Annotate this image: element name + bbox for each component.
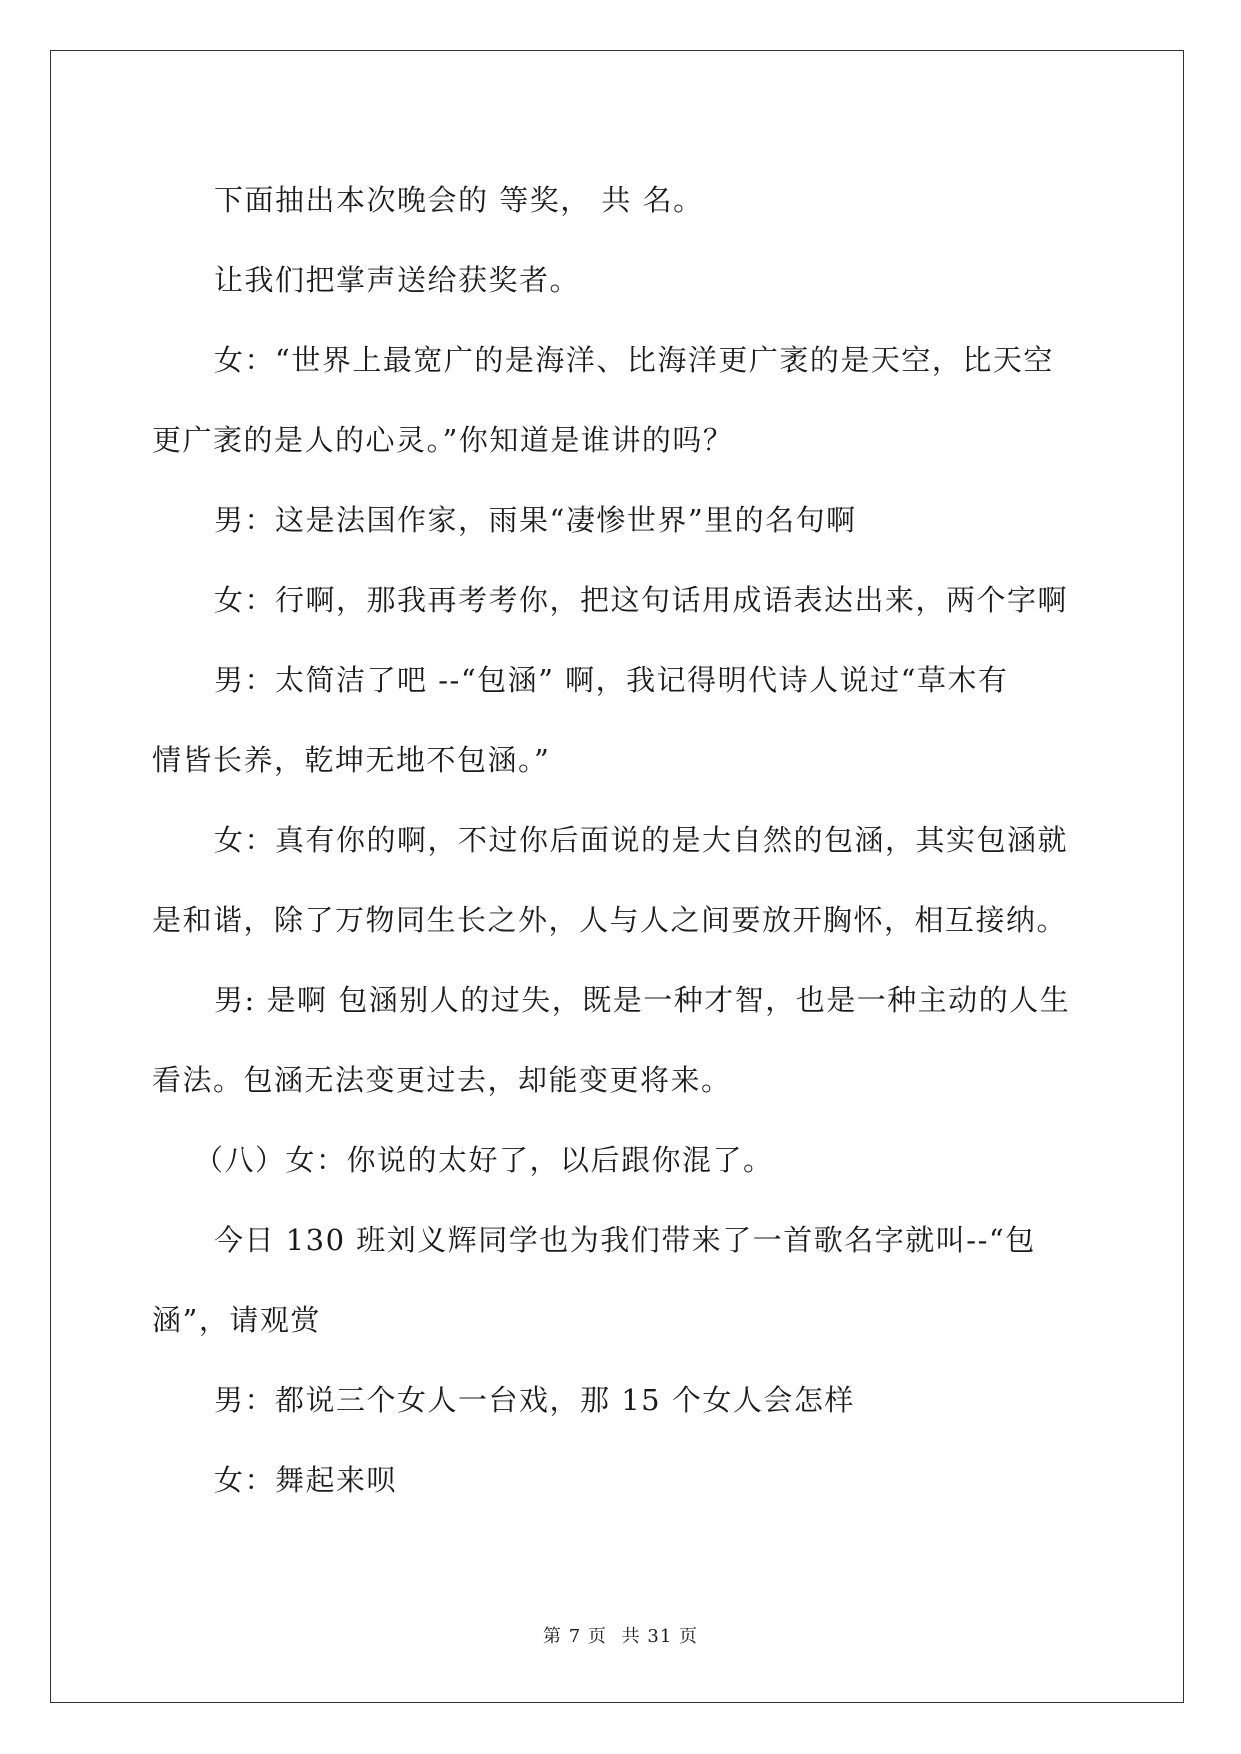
paragraph-line: 男: 是啊 包涵别人的过失，既是一种才智，也是一种主动的人生 bbox=[214, 983, 1071, 1017]
page-number: 第 7 页 bbox=[543, 1626, 607, 1647]
paragraph-line: 男：太简洁了吧 --“包涵” 啊，我记得明代诗人说过“草木有 bbox=[214, 663, 1009, 697]
paragraph-line: 涵”，请观赏 bbox=[152, 1303, 321, 1337]
paragraph-line: 女：“世界上最宽广的是海洋、比海洋更广袤的是天空，比天空 bbox=[214, 343, 1054, 377]
paragraph-line: （八）女：你说的太好了，以后跟你混了。 bbox=[194, 1143, 774, 1177]
paragraph-line: 看法。包涵无法变更过去，却能变更将来。 bbox=[152, 1063, 732, 1097]
paragraph-line: 女：行啊，那我再考考你，把这句话用成语表达出来，两个字啊 bbox=[214, 583, 1069, 617]
paragraph-line: 女：舞起来呗 bbox=[214, 1463, 398, 1497]
page-footer bbox=[0, 1622, 1241, 1648]
paragraph-line: 今日 130 班刘义辉同学也为我们带来了一首歌名字就叫--“包 bbox=[214, 1223, 1036, 1257]
paragraph-line: 情皆长养，乾坤无地不包涵。” bbox=[152, 743, 551, 777]
document-body bbox=[152, 160, 1092, 1520]
paragraph-line: 是和谐，除了万物同生长之外，人与人之间要放开胸怀，相互接纳。 bbox=[152, 903, 1068, 937]
paragraph-line: 女：真有你的啊，不过你后面说的是大自然的包涵，其实包涵就 bbox=[214, 823, 1069, 857]
paragraph-line: 让我们把掌声送给获奖者。 bbox=[214, 263, 581, 297]
page-total: 共 31 页 bbox=[621, 1626, 698, 1647]
paragraph-line: 下面抽出本次晚会的 等奖， 共 名。 bbox=[214, 183, 704, 217]
paragraph-line: 男：这是法国作家，雨果“凄惨世界”里的名句啊 bbox=[214, 503, 857, 537]
paragraph-line: 男：都说三个女人一台戏，那 15 个女人会怎样 bbox=[214, 1383, 855, 1417]
paragraph-line: 更广袤的是人的心灵。”你知道是谁讲的吗？ bbox=[152, 423, 734, 457]
